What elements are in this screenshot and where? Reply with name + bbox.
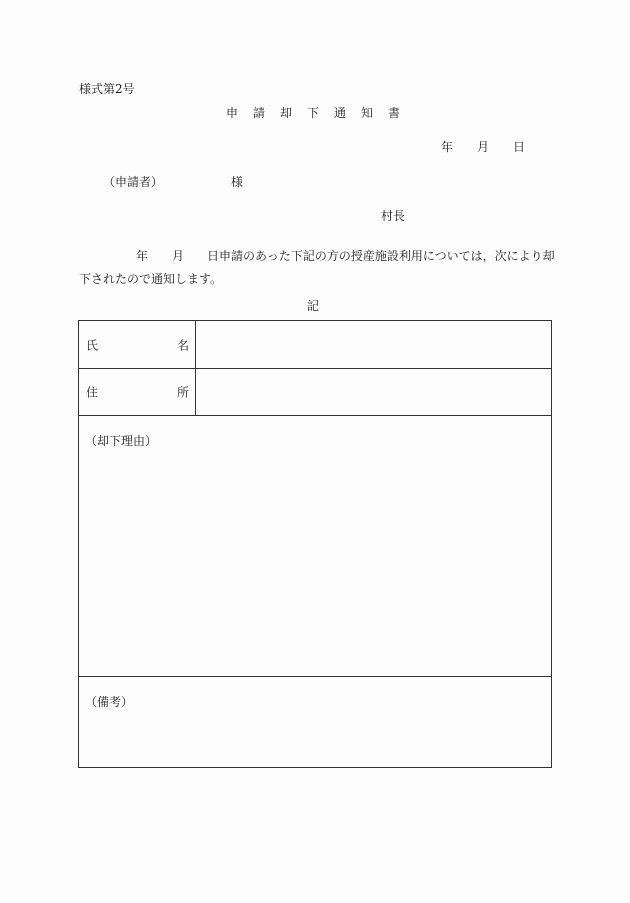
- body-month: 月: [172, 249, 185, 263]
- date-line: [441, 138, 525, 155]
- title-char: 申: [226, 106, 239, 120]
- title-char: 書: [388, 106, 401, 120]
- document-title: [226, 104, 400, 121]
- body-text-line-1: [136, 247, 555, 264]
- title-char: 却: [280, 106, 293, 120]
- body-text-line-2: 下されたので通知します。: [79, 272, 223, 286]
- title-char: 知: [361, 106, 374, 120]
- body-year: 年: [136, 249, 149, 263]
- table-row-remarks: [79, 677, 551, 767]
- applicant-label: （申請者）: [103, 175, 164, 189]
- name-label-char: 氏: [86, 338, 99, 352]
- date-year: 年: [441, 140, 454, 154]
- table-row-name: [79, 321, 551, 369]
- title-char: 下: [307, 106, 320, 120]
- title-char: 請: [253, 106, 266, 120]
- notice-table: [78, 320, 552, 768]
- name-value-cell: [196, 321, 551, 368]
- address-value-cell: [196, 369, 551, 415]
- date-day: 日: [513, 140, 526, 154]
- date-month: 月: [477, 140, 490, 154]
- name-label-char: 名: [176, 338, 189, 352]
- address-label-cell: [79, 369, 196, 415]
- title-char: 通: [334, 106, 347, 120]
- table-row-address: [79, 369, 551, 416]
- name-label-cell: [79, 321, 196, 368]
- applicant-honorific: 様: [231, 175, 244, 189]
- address-label-char: 所: [176, 385, 189, 400]
- remarks-label: （備考）: [85, 695, 134, 709]
- table-row-reason: [79, 416, 551, 677]
- form-number: 様式第2号: [79, 82, 135, 96]
- address-label-char: 住: [86, 385, 99, 400]
- body-text-rest: 日申請のあった下記の方の授産施設利用については，次により却: [207, 249, 555, 263]
- issuer-title: 村長: [381, 209, 406, 223]
- ki-heading: 記: [307, 299, 320, 313]
- reason-label: （却下理由）: [85, 434, 158, 448]
